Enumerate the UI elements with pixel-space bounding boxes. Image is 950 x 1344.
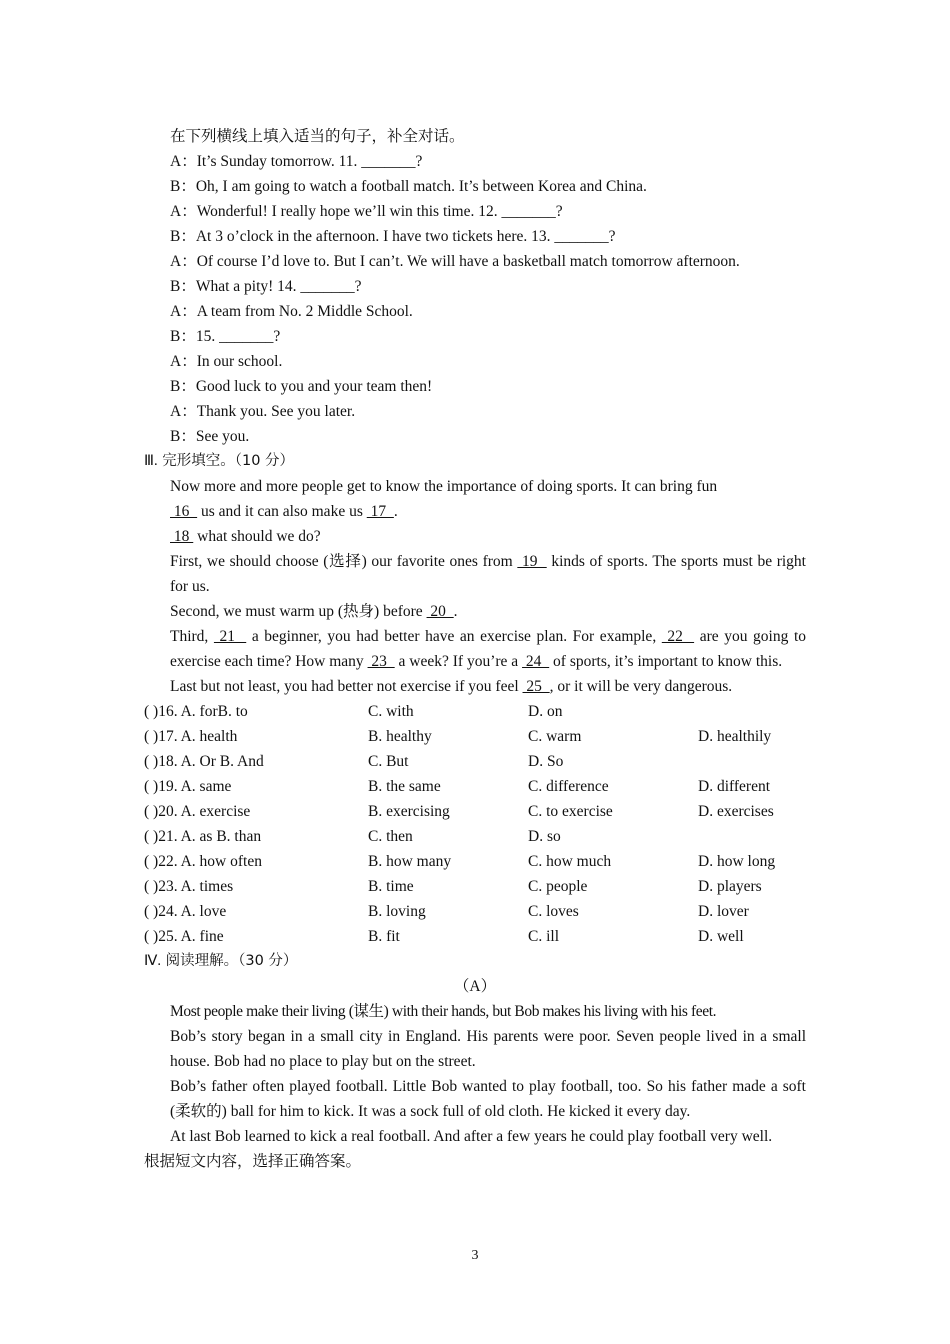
cloze-paragraph: Second, we must warm up (热身) before 20 . <box>170 603 458 620</box>
dialogue-line: B：At 3 o’clock in the afternoon. I have two tickets here. 13. _______? <box>170 228 616 245</box>
reading-paragraph: At last Bob learned to kick a real football. And after a few years he could play football very well. <box>170 1128 773 1145</box>
blank-18: 18 <box>170 528 194 545</box>
reading-instruction: 根据短文内容，选择正确答案。 <box>144 1153 362 1170</box>
dialogue-line: B：Good luck to you and your team then! <box>170 378 433 395</box>
dialogue-line: A：A team from No. 2 Middle School. <box>170 303 413 320</box>
option-row: ( )21. A. as B. than C. then D. so <box>144 828 561 845</box>
cloze-paragraph: 18 what should we do? <box>170 528 321 545</box>
dialogue-line: A：Of course I’d love to. But I can’t. We will have a basketball match tomorrow afternoon. <box>170 253 740 270</box>
blank-17: 17 <box>366 503 394 520</box>
dialogue-line: B：15. _______? <box>170 328 281 345</box>
blank-20: 20 <box>426 603 454 620</box>
dialogue-line: B：What a pity! 14. _______? <box>170 278 362 295</box>
cloze-paragraph: Last but not least, you had better not exercise if you feel 25 , or it will be very dangerous. <box>170 678 733 695</box>
blank-19: 19 <box>517 553 547 570</box>
dialogue-line: A：It’s Sunday tomorrow. 11. _______? <box>170 153 423 170</box>
dialogue-line: A：In our school. <box>170 353 283 370</box>
cloze-paragraph: Now more and more people get to know the importance of doing sports. It can bring fun 16 us and it can also make us 17 . <box>170 478 718 520</box>
option-row: ( )24. A. love B. loving C. loves D. lover <box>144 903 749 920</box>
dialogue-line: B：See you. <box>170 428 250 445</box>
exam-page <box>144 124 806 1174</box>
reading-part-label: （A） <box>453 978 497 995</box>
section-title: 阅读理解。（30 分） <box>165 953 298 969</box>
reading-paragraph: Bob’s father often played football. Little Bob wanted to play football, too. So his father made a soft (柔软的) ball for him to kick. It was a sock full of old cloth. He kicked it every day. <box>170 1078 806 1120</box>
reading-section-heading <box>144 949 806 974</box>
blank-25: 25 <box>522 678 550 695</box>
blank-22: 22 <box>661 628 695 645</box>
cloze-paragraph: Third, 21 a beginner, you had better have an exercise plan. For example, 22 are you going to exercise each time? How many 23 a week? If you’re a 24 of sports, it’s important to know this. <box>170 628 807 670</box>
dialogue-instruction: 在下列横线上填入适当的句子，补全对话。 <box>170 128 465 145</box>
option-row: ( )20. A. exercise B. exercising C. to exercise D. exercises <box>144 803 774 820</box>
option-row: ( )16. A. forB. to C. with D. on <box>144 703 563 720</box>
section-number: Ⅲ. <box>144 453 158 469</box>
cloze-options <box>144 699 806 949</box>
blank-16: 16 <box>170 503 198 520</box>
blank-23: 23 <box>367 653 395 670</box>
option-row: ( )18. A. Or B. And C. But D. So <box>144 753 564 770</box>
option-row: ( )25. A. fine B. fit C. ill D. well <box>144 928 744 945</box>
dialogue-line: A：Thank you. See you later. <box>170 403 356 420</box>
section-title: 完形填空。（10 分） <box>162 453 295 469</box>
blank-24: 24 <box>522 653 550 670</box>
blank-21: 21 <box>213 628 247 645</box>
page-number: 3 <box>471 1248 479 1263</box>
reading-paragraph: Most people make their living (谋生) with their hands, but Bob makes his living with his feet. <box>170 1003 717 1020</box>
option-row: ( )17. A. health B. healthy C. warm D. healthily <box>144 728 772 745</box>
section-number: Ⅳ. <box>144 953 162 969</box>
cloze-paragraph: First, we should choose (选择) our favorite ones from 19 kinds of sports. The sports must be right for us. <box>170 553 806 595</box>
reading-paragraph: Bob’s story began in a small city in England. His parents were poor. Seven people lived in a small house. Bob had no place to play but on the street. <box>170 1028 806 1070</box>
cloze-section-heading <box>144 449 806 474</box>
option-row: ( )22. A. how often B. how many C. how much D. how long <box>144 853 776 870</box>
option-row: ( )23. A. times B. time C. people D. players <box>144 878 762 895</box>
dialogue-line: A：Wonderful! I really hope we’ll win this time. 12. _______? <box>170 203 563 220</box>
dialogue-line: B：Oh, I am going to watch a football match. It’s between Korea and China. <box>170 178 647 195</box>
option-row: ( )19. A. same B. the same C. difference D. different <box>144 778 771 795</box>
